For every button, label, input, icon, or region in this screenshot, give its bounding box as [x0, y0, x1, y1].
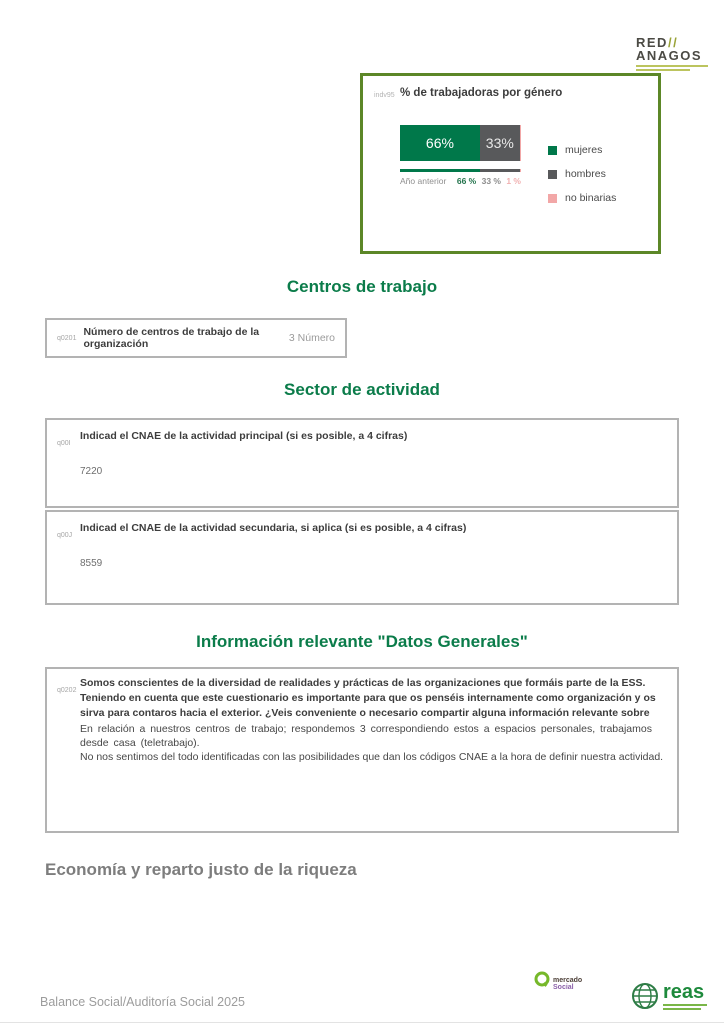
- section-title-info: Información relevante "Datos Generales": [196, 632, 528, 651]
- mercado-text: mercado: [553, 977, 583, 984]
- answer-paragraph-1: En relación a nuestros centros de trabajo; respondemos 3 correspondiendo estos a espacios personales, trabajamos desde casa (teletrabajo).: [80, 723, 652, 749]
- answer-block: [80, 722, 668, 764]
- chart-legend: [548, 144, 616, 216]
- section-title-sector: Sector de actividad: [284, 380, 440, 399]
- section-title-economia: Economía y reparto justo de la riqueza: [45, 860, 357, 879]
- gender-chart-card: [360, 73, 661, 254]
- reas-text: reas: [663, 981, 705, 1003]
- mercado-social-logo: [534, 971, 582, 996]
- question-code: q0202: [57, 687, 77, 694]
- logo-text-anagos: ANAGOS: [636, 48, 703, 63]
- legend-label: no binarias: [565, 192, 617, 204]
- reas-tagline-bars: [663, 1004, 707, 1010]
- chart-indicator-code: indv95: [374, 92, 395, 99]
- page-bottom-divider: [0, 1022, 724, 1023]
- question-text: Indicad el CNAE de la actividad principal (si es posible, a 4 cifras): [80, 430, 408, 442]
- logo-tagline-bars: [636, 65, 716, 71]
- reas-logo: [631, 982, 707, 1015]
- bar-segment-label: 66%: [425, 135, 454, 151]
- prior-line-segment: [520, 169, 521, 172]
- legend-item-hombres: [548, 168, 616, 180]
- mercado-social-icon: [534, 971, 551, 996]
- bar-segment-label: 33%: [485, 135, 514, 151]
- reas-wordmark: [663, 982, 707, 1010]
- question-value: 3 Número: [288, 332, 335, 344]
- legend-item-mujeres: [548, 144, 616, 156]
- question-code: q00J: [57, 532, 73, 539]
- legend-item-no-binarias: [548, 192, 616, 204]
- stacked-bar: [400, 125, 521, 161]
- bar-segment-hombres: [480, 125, 520, 161]
- question-text: Indicad el CNAE de la actividad secundaria, si aplica (si es posible, a 4 cifras): [80, 522, 467, 534]
- legend-swatch-hombres: [548, 170, 557, 179]
- answer-paragraph-2: No nos sentimos del todo identificadas con las posibilidades que dan los códigos CNAE a la hora de definir nuestra actividad.: [80, 751, 664, 763]
- logo-text-red: RED: [636, 35, 668, 50]
- question-box-q00I: [45, 418, 679, 508]
- question-label: Número de centros de trabajo de la organización: [83, 326, 260, 350]
- prior-year-row: [400, 176, 521, 186]
- legend-label: hombres: [565, 168, 606, 180]
- answer-value: 8559: [80, 558, 103, 569]
- red-anagos-logo: [636, 36, 716, 73]
- question-code: q00I: [57, 440, 71, 447]
- section-title-centros: Centros de trabajo: [286, 277, 438, 296]
- prior-value-no-binarias: 1 %: [506, 176, 521, 186]
- footer-text: Balance Social/Auditoría Social 2025: [40, 995, 245, 1009]
- question-text: Somos conscientes de la diversidad de realidades y prácticas de las organizaciones que formáis parte de la ESS. Teniendo en cuenta que este cuestionario es importante para que os penséis internamente como organización y os sirva para contaros hacia el exterior. ¿Veis conveniente o necesario compartir alguna información relevante sobre: [80, 677, 656, 719]
- social-text: Social: [553, 984, 574, 991]
- mercado-social-wordmark: [553, 977, 582, 996]
- question-code: q0201: [57, 334, 77, 342]
- question-row-q0201: [45, 318, 347, 358]
- legend-label: mujeres: [565, 144, 603, 156]
- logo-slashes: //: [667, 35, 679, 50]
- legend-swatch-mujeres: [548, 146, 557, 155]
- prior-year-line: [400, 169, 521, 172]
- reas-globe-icon: [631, 982, 659, 1015]
- prior-line-segment: [400, 169, 480, 172]
- bar-segment-mujeres: [400, 125, 480, 161]
- prior-value-mujeres: 66 %: [456, 176, 477, 186]
- chart-title: % de trabajadoras por género: [400, 87, 563, 99]
- answer-value: 7220: [80, 466, 103, 477]
- prior-year-values: [454, 176, 521, 186]
- prior-year-caption: Año anterior: [400, 176, 447, 186]
- question-box-q0202: [45, 667, 679, 833]
- legend-swatch-no-binarias: [548, 194, 557, 203]
- prior-value-hombres: 33 %: [481, 176, 501, 186]
- question-box-q00J: [45, 510, 679, 605]
- bar-segment-no-binarias: [520, 125, 521, 161]
- prior-line-segment: [480, 169, 520, 172]
